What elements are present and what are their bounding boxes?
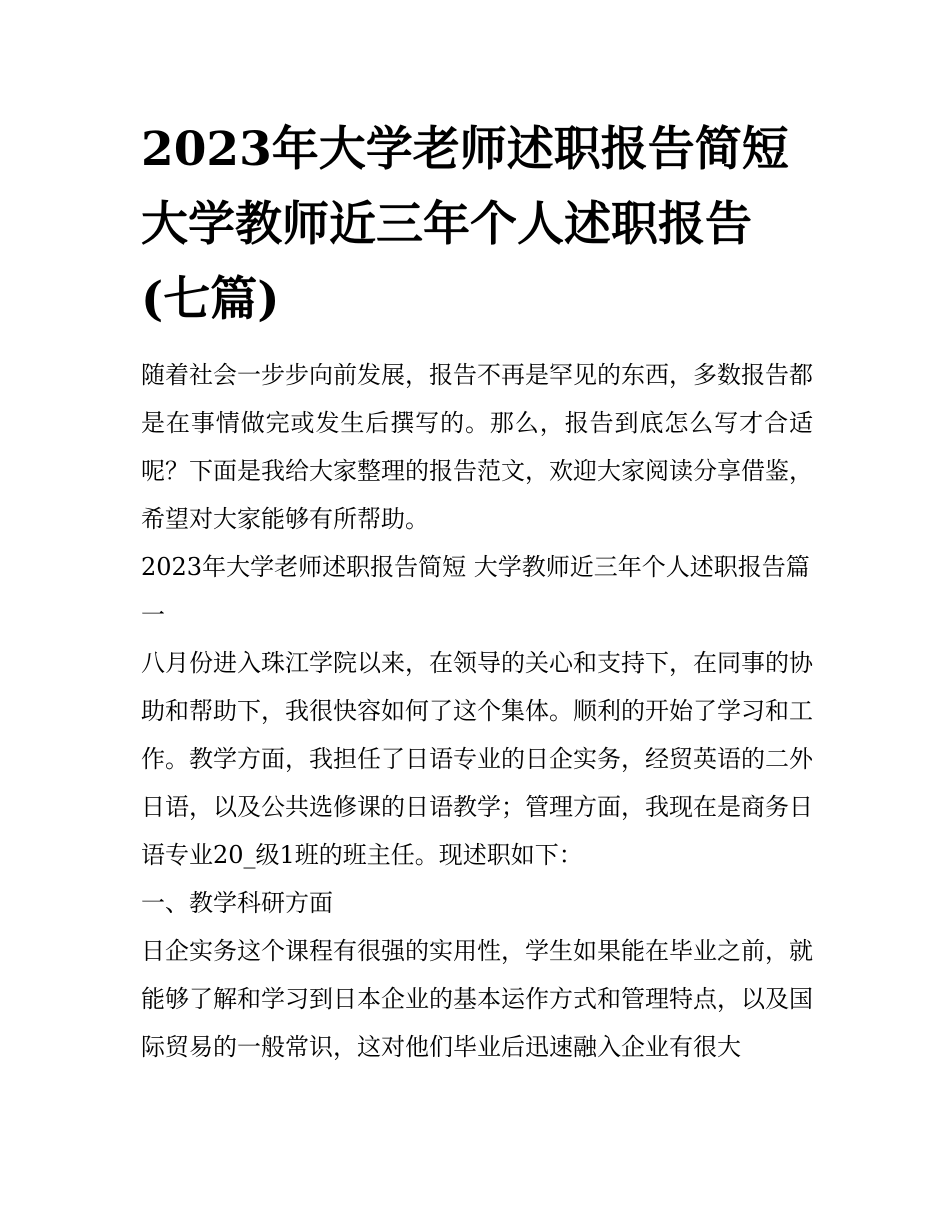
- document-body: [141, 112, 813, 1071]
- section-heading: 2023年大学老师述职报告简短 大学教师近三年个人述职报告篇一: [141, 553, 810, 629]
- document-title: 2023年大学老师述职报告简短 大学教师近三年个人述职报告(七篇): [141, 122, 789, 327]
- intro-paragraph: 随着社会一步步向前发展，报告不再是罕见的东西，多数报告都是在事情做完或发生后撰写的。那么，报告到底怎么写才合适呢？下面是我给大家整理的报告范文，欢迎大家阅读分享借鉴，希望对大家能够有所帮助。: [141, 361, 813, 533]
- body-paragraph: 日企实务这个课程有很强的实用性，学生如果能在毕业之前，就能够了解和学习到日本企业的基本运作方式和管理特点，以及国际贸易的一般常识，这对他们毕业后迅速融入企业有很大: [141, 937, 813, 1061]
- subsection-heading: 一、教学科研方面: [141, 889, 333, 917]
- body-paragraph: 八月份进入珠江学院以来，在领导的关心和支持下，在同事的协助和帮助下，我很快容如何了这个集体。顺利的开始了学习和工作。教学方面，我担任了日语专业的日企实务，经贸英语的二外日语，以及公共选修课的日语教学；管理方面，我现在是商务日语专业20_级1班的班主任。现述职如下：: [141, 649, 813, 869]
